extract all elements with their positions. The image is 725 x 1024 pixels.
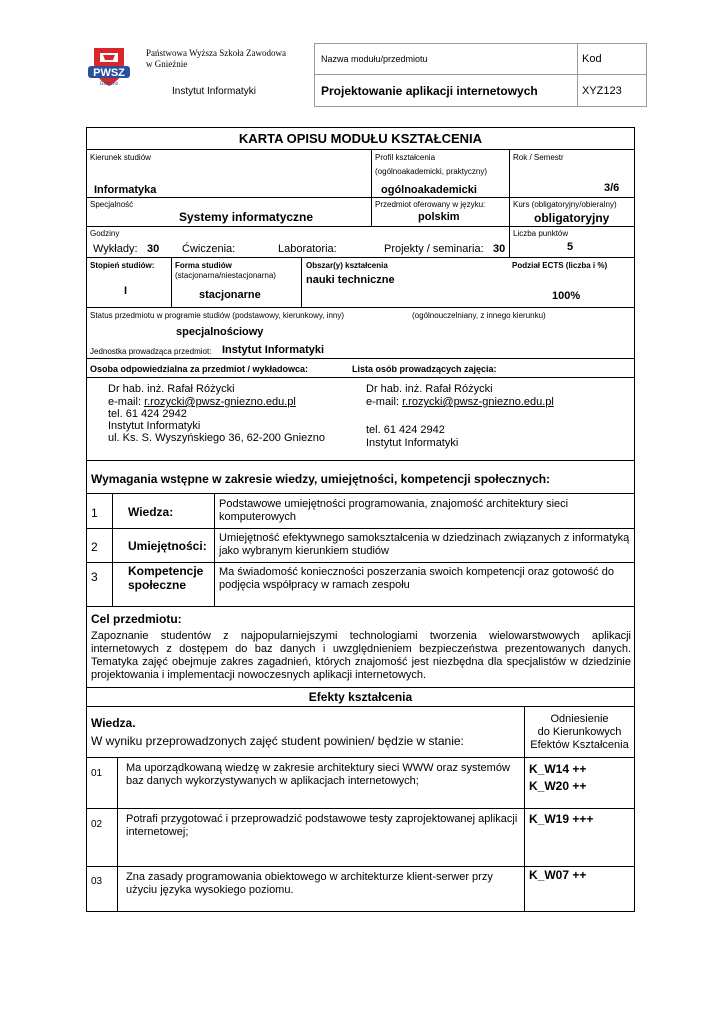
code-label: Kod <box>578 44 647 75</box>
exercises-label: Ćwiczenia: <box>182 243 236 255</box>
module-header-table <box>314 43 647 107</box>
field-of-study-label: Kierunek studiów <box>90 153 151 162</box>
effect-ref-3: K_W07 ++ <box>529 868 587 882</box>
form: stacjonarne <box>199 289 261 301</box>
svg-text:PWSZ: PWSZ <box>93 67 125 79</box>
degree: I <box>124 285 128 297</box>
points-label: Liczba punktów <box>513 229 569 238</box>
effect-text-3: Zna zasady programowania obiektowego w architekturze klient-serwer przy użyciu języka wysokiego poziomu. <box>126 871 493 896</box>
unit: Instytut Informatyki <box>222 344 325 356</box>
teacher-name: Dr hab. inż. Rafał Różycki <box>366 383 493 395</box>
ects: 100% <box>552 290 581 302</box>
language-label: Przedmiot oferowany w języku: <box>375 200 486 209</box>
labs-label: Laboratoria: <box>278 243 337 255</box>
course-type-label: Kurs (obligatoryjny/obieralny) <box>513 200 617 209</box>
areas-label: Obszar(y) kształcenia <box>306 261 388 270</box>
req-text-3: Ma świadomość konieczności poszerzania swoich kompetencji oraz gotowość do podjęcia współpracy w ramach zespołu <box>219 566 614 591</box>
effect-ref-2: K_W19 +++ <box>529 812 594 826</box>
year-semester-label: Rok / Semestr <box>513 153 564 162</box>
requirements-title: Wymagania wstępne w zakresie wiedzy, umiejętności, kompetencji społecznych: <box>91 472 551 486</box>
ects-label: Podział ECTS (liczba i %) <box>512 261 608 270</box>
pwsz-logo <box>86 44 132 90</box>
module-name-label: Nazwa modułu/przedmiotu <box>315 44 578 75</box>
req-name-2: Umiejętności: <box>128 539 207 553</box>
reference-line-3: Efektów Kształcenia <box>530 739 629 751</box>
card-title: KARTA OPISU MODUŁU KSZTAŁCENIA <box>238 131 483 146</box>
school-name: Państwowa Wyższa Szkoła Zawodowa <box>146 48 287 58</box>
hours-label: Godziny <box>90 229 120 238</box>
reference-header <box>524 713 635 752</box>
req-text-2: Umiejętność efektywnego samokształcenia w dziedzinach związanych z informatyką jako wybranym kierunkiem studiów <box>219 532 630 557</box>
status: specjalnościowy <box>176 326 264 338</box>
req-text-1: Podstawowe umiejętności programowania, znajomość architektury sieci komputerowych <box>219 498 569 523</box>
req-num-2: 2 <box>91 540 98 554</box>
points: 5 <box>567 241 574 253</box>
specialty: Systemy informatyczne <box>179 210 314 224</box>
teacher-email-link[interactable]: r.rozycki@pwsz-gniezno.edu.pl <box>402 396 554 408</box>
responsible-email-link[interactable]: r.rozycki@pwsz-gniezno.edu.pl <box>144 396 296 408</box>
teacher-tel: tel. 61 424 2942 <box>366 424 445 436</box>
school-city: w Gnieźnie <box>146 59 188 69</box>
course-type: obligatoryjny <box>534 211 610 225</box>
responsible-institute: Instytut Informatyki <box>108 420 201 432</box>
responsible-label: Osoba odpowiedzialna za przedmiot / wykładowca: <box>90 364 309 374</box>
email-prefix: e-mail: <box>366 396 403 408</box>
goal-title: Cel przedmiotu: <box>91 612 182 626</box>
req-num-3: 3 <box>91 570 98 584</box>
field-of-study: Informatyka <box>94 184 157 196</box>
knowledge-intro: W wyniku przeprowadzonych zajęć student powinien/ będzie w stanie: <box>91 734 464 748</box>
effect-ref-1a: K_W14 ++ <box>529 762 587 776</box>
status-note: (ogólnouczelniany, z innego kierunku) <box>412 311 546 320</box>
profile-label: Profil kształcenia <box>375 153 436 162</box>
form-note: (stacjonarna/niestacjonarna) <box>175 271 276 280</box>
unit-label: Jednostka prowadząca przedmiot: <box>90 347 212 356</box>
specialty-label: Specjalność <box>90 200 134 209</box>
svg-text:Gniezno: Gniezno <box>99 81 119 87</box>
module-name: Projektowanie aplikacji internetowych <box>315 75 578 107</box>
year-semester: 3/6 <box>604 182 620 194</box>
degree-label: Stopień studiów: <box>90 261 155 270</box>
effects-title: Efekty kształcenia <box>308 690 413 704</box>
lectures-hours: 30 <box>147 243 160 255</box>
knowledge-title: Wiedza. <box>91 716 136 730</box>
effect-num-3: 03 <box>91 876 103 887</box>
effect-num-2: 02 <box>91 819 103 830</box>
profile-note: (ogólnoakademicki, praktyczny) <box>375 167 488 176</box>
teacher-institute: Instytut Informatyki <box>366 437 459 449</box>
lectures-label: Wykłady: <box>93 243 138 255</box>
effect-text-2: Potrafi przygotować i przeprowadzić podstawowe testy zaprojektowanej aplikacji internetowej; <box>126 813 518 838</box>
effect-num-1: 01 <box>91 768 103 779</box>
req-name-3: Kompetencje społeczne <box>128 564 204 592</box>
language: polskim <box>418 211 460 223</box>
areas: nauki techniczne <box>306 274 395 286</box>
teachers-label: Lista osób prowadzących zajęcia: <box>352 364 497 374</box>
reference-line-1: Odniesienie <box>550 713 609 725</box>
req-name-1: Wiedza: <box>128 505 174 519</box>
profile-value: ogólnoakademicki <box>381 184 477 196</box>
header-institute: Instytut Informatyki <box>172 86 256 97</box>
projects-label: Projekty / seminaria: <box>384 243 484 255</box>
form-label: Forma studiów <box>175 261 232 270</box>
projects-hours: 30 <box>493 243 506 255</box>
email-prefix: e-mail: <box>108 396 145 408</box>
responsible-name: Dr hab. inż. Rafał Różycki <box>108 383 235 395</box>
req-num-1: 1 <box>91 506 98 520</box>
responsible-tel: tel. 61 424 2942 <box>108 408 187 420</box>
module-code: XYZ123 <box>578 75 647 107</box>
responsible-email-row <box>108 396 296 408</box>
status-label: Status przedmiotu w programie studiów (podstawowy, kierunkowy, inny) <box>90 311 345 320</box>
responsible-address: ul. Ks. S. Wyszyńskiego 36, 62-200 Gniezno <box>108 432 325 444</box>
teacher-email-row <box>366 396 554 408</box>
effect-ref-1b: K_W20 ++ <box>529 779 587 793</box>
goal-text: Zapoznanie studentów z najpopularniejszymi technologiami tworzenia wielowarstwowych aplikacji internetowych z dostępem do baz danych i uwzględnieniem bezpieczeństwa prezentowanych danych. Tematyka zajęć obejmuje zakres zagadnień, których znajomość jest niezbędna dla specjalistów w dziedzinie projektowania i implementacji nowoczesnych aplikacji internetowych. <box>91 630 631 681</box>
reference-line-2: do Kierunkowych <box>537 726 622 738</box>
effect-text-1: Ma uporządkowaną wiedzę w zakresie architektury sieci WWW oraz systemów baz danych wykorzystywanych w aplikacjach internetowych; <box>126 762 510 787</box>
